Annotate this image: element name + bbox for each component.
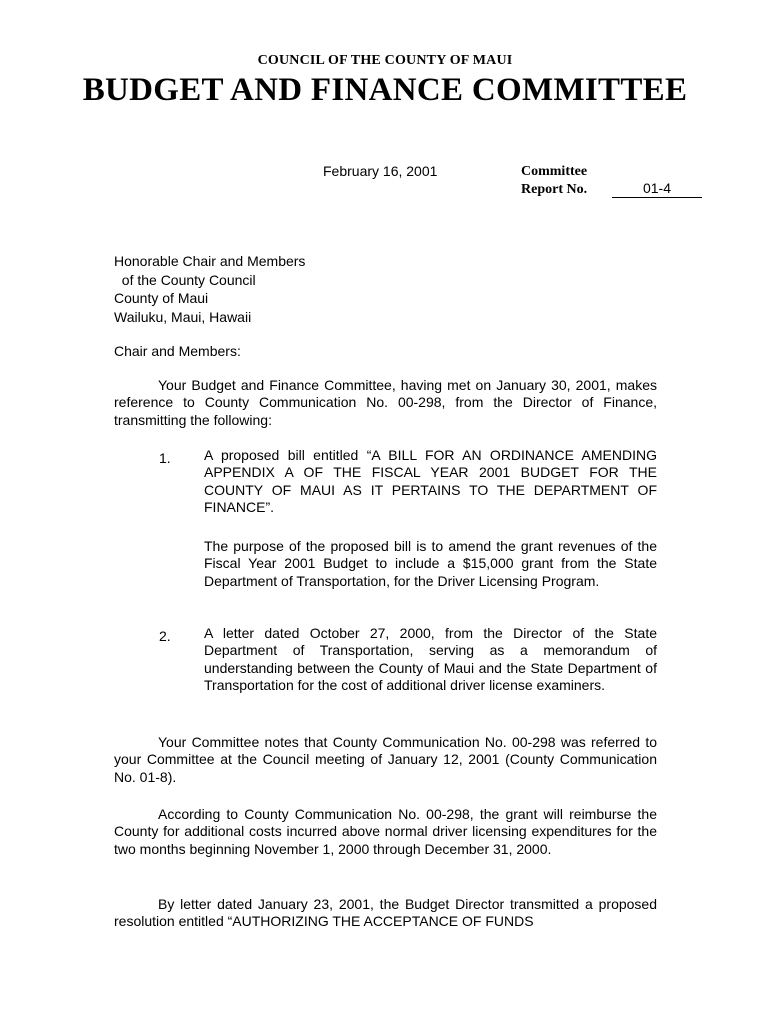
paragraph xyxy=(114,806,657,858)
address-line: of the County Council xyxy=(114,271,256,288)
council-heading: COUNCIL OF THE COUNTY OF MAUI xyxy=(257,53,513,68)
paragraph-text: According to County Communication No. 00-298, the grant will reimburse the County for additional costs incurred above normal driver licensing expenditures for the two months beginning November 1, 2000 through December 31, 2000. xyxy=(114,806,657,857)
salutation: Chair and Members: xyxy=(114,343,241,359)
list-item-number: 2. xyxy=(159,628,171,644)
address-line: Honorable Chair and Members xyxy=(114,253,306,269)
list-item-subparagraph: The purpose of the proposed bill is to amend the grant revenues of the Fiscal Year 2001 Budget to include a $15,000 grant from the State Department of Transportation, for the Driver Licensing Program. xyxy=(204,538,657,589)
paragraph-text: Your Budget and Finance Committee, having met on January 30, 2001, makes reference to County Communication No. 00-298, from the Director of Finance, transmitting the following: xyxy=(114,377,657,428)
list-item-number: 1. xyxy=(159,450,171,466)
report-label-line2: Report No. xyxy=(521,182,588,197)
list-item-text: A letter dated October 27, 2000, from the Director of the State Department of Transportation, serving as a memorandum of understanding between the County of Maui and the State Department of Transportation for the cost of additional driver license examiners. xyxy=(204,625,657,694)
address-block xyxy=(114,252,305,326)
report-label-line1: Committee xyxy=(521,164,588,179)
paragraph-text: Your Committee notes that County Communication No. 00-298 was referred to your Committee at the Council meeting of January 12, 2001 (County Communication No. 01-8). xyxy=(114,734,657,785)
address-line: County of Maui xyxy=(114,290,209,306)
paragraph xyxy=(114,377,657,429)
report-date: February 16, 2001 xyxy=(323,163,438,179)
report-label xyxy=(521,163,587,199)
committee-title: BUDGET AND FINANCE COMMITTEE xyxy=(82,72,688,108)
list-item-text: A proposed bill entitled “A BILL FOR AN ORDINANCE AMENDING APPENDIX A OF THE FISCAL YEAR 2001 BUDGET FOR THE COUNTY OF MAUI AS IT PERTAINS TO THE DEPARTMENT OF FINANCE”. xyxy=(204,447,657,516)
report-number: 01-4 xyxy=(612,180,702,198)
paragraph xyxy=(114,734,657,786)
paragraph-text: By letter dated January 23, 2001, the Budget Director transmitted a proposed resolution entitled “AUTHORIZING THE ACCEPTANCE OF FUNDS xyxy=(114,896,657,930)
address-line: Wailuku, Maui, Hawaii xyxy=(114,308,252,325)
paragraph xyxy=(114,896,657,931)
